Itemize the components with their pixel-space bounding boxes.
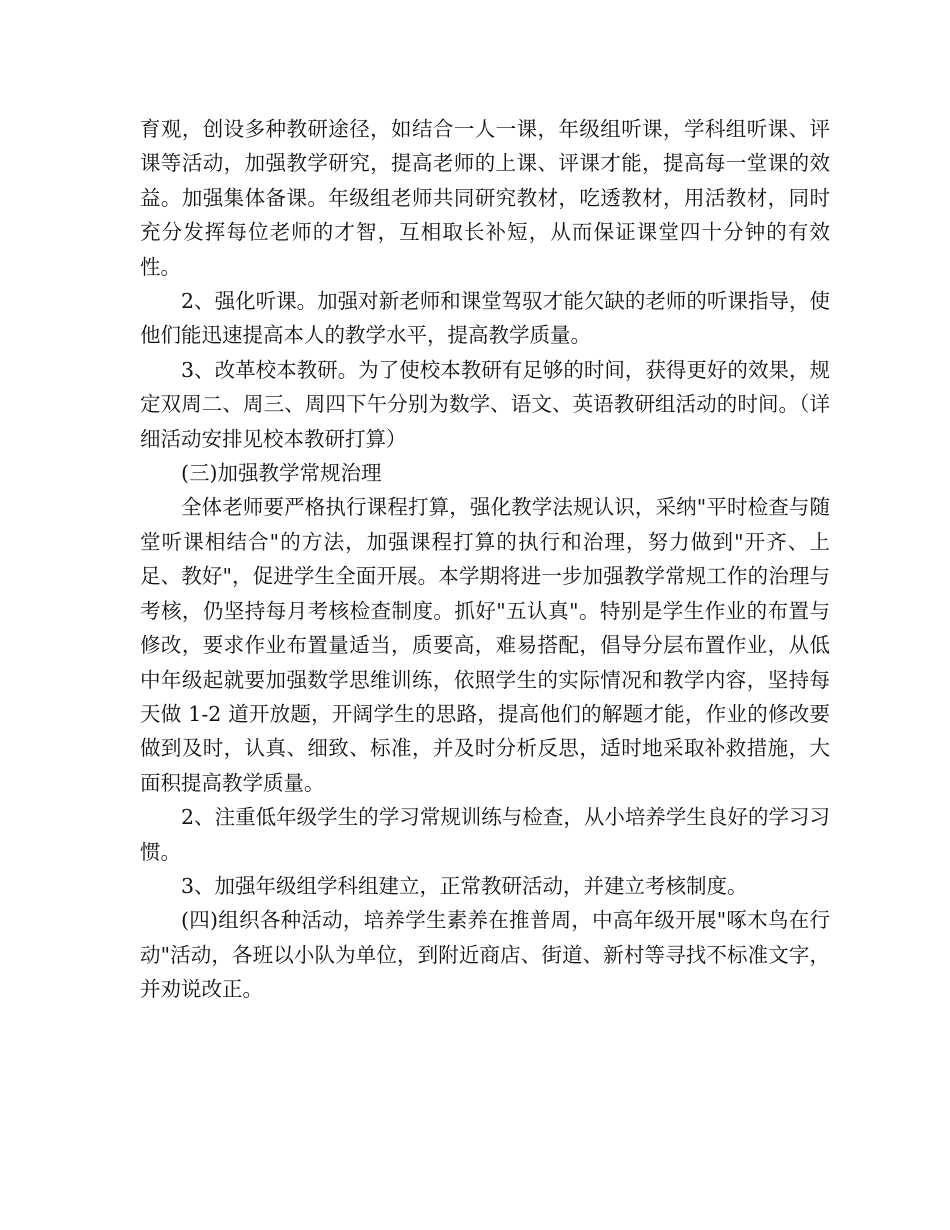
paragraph-5: 2、注重低年级学生的学习常规训练与检查，从小培养学生良好的学习习惯。 (140, 805, 830, 864)
paragraph-7: (四)组织各种活动，培养学生素养在推普周，中高年级开展"啄木鸟在行动"活动，各班以小队为单位，到附近商店、街道、新村等寻找不标准文字，并劝说改正。 (140, 908, 830, 1002)
paragraph-3: 3、改革校本教研。为了使校本教研有足够的时间，获得更好的效果，规定双周二、周三、周四下午分别为数学、语文、英语教研组活动的时间。（详细活动安排见校本教研打算） (140, 357, 830, 451)
paragraph-6: 3、加强年级组学科组建立，正常教研活动，并建立考核制度。 (181, 873, 748, 898)
section-heading-3: (三)加强教学常规治理 (181, 461, 382, 486)
paragraph-1: 育观，创设多种教研途径，如结合一人一课，年级组听课，学科组听课、评课等活动，加强教学研究，提高老师的上课、评课才能，提高每一堂课的效益。加强集体备课。年级组老师共同研究教材，吃透教材，用活教材，同时充分发挥每位老师的才智，互相取长补短，从而保证课堂四十分钟的有效性。 (140, 117, 830, 279)
paragraph-2: 2、强化听课。加强对新老师和课堂驾驭才能欠缺的老师的听课指导，使他们能迅速提高本人的教学水平，提高教学质量。 (140, 289, 830, 348)
paragraph-4: 全体老师要严格执行课程打算，强化教学法规认识，采纳"平时检查与随堂听课相结合"的方法，加强课程打算的执行和治理，努力做到"开齐、上足、教好"，促进学生全面开展。本学期将进一步加强教学常规工作的治理与考核，仍坚持每月考核检查制度。抓好"五认真"。特别是学生作业的布置与修改，要求作业布置量适当，质要高，难易搭配，倡导分层布置作业，从低中年级起就要加强数学思维训练，依照学生的实际情况和教学内容，坚持每天做 1-2 道开放题，开阔学生的思路，提高他们的解题才能，作业的修改要做到及时，认真、细致、标准，并及时分析反思，适时地采取补救措施，大面积提高教学质量。 (140, 495, 830, 795)
document-body (140, 112, 830, 1007)
